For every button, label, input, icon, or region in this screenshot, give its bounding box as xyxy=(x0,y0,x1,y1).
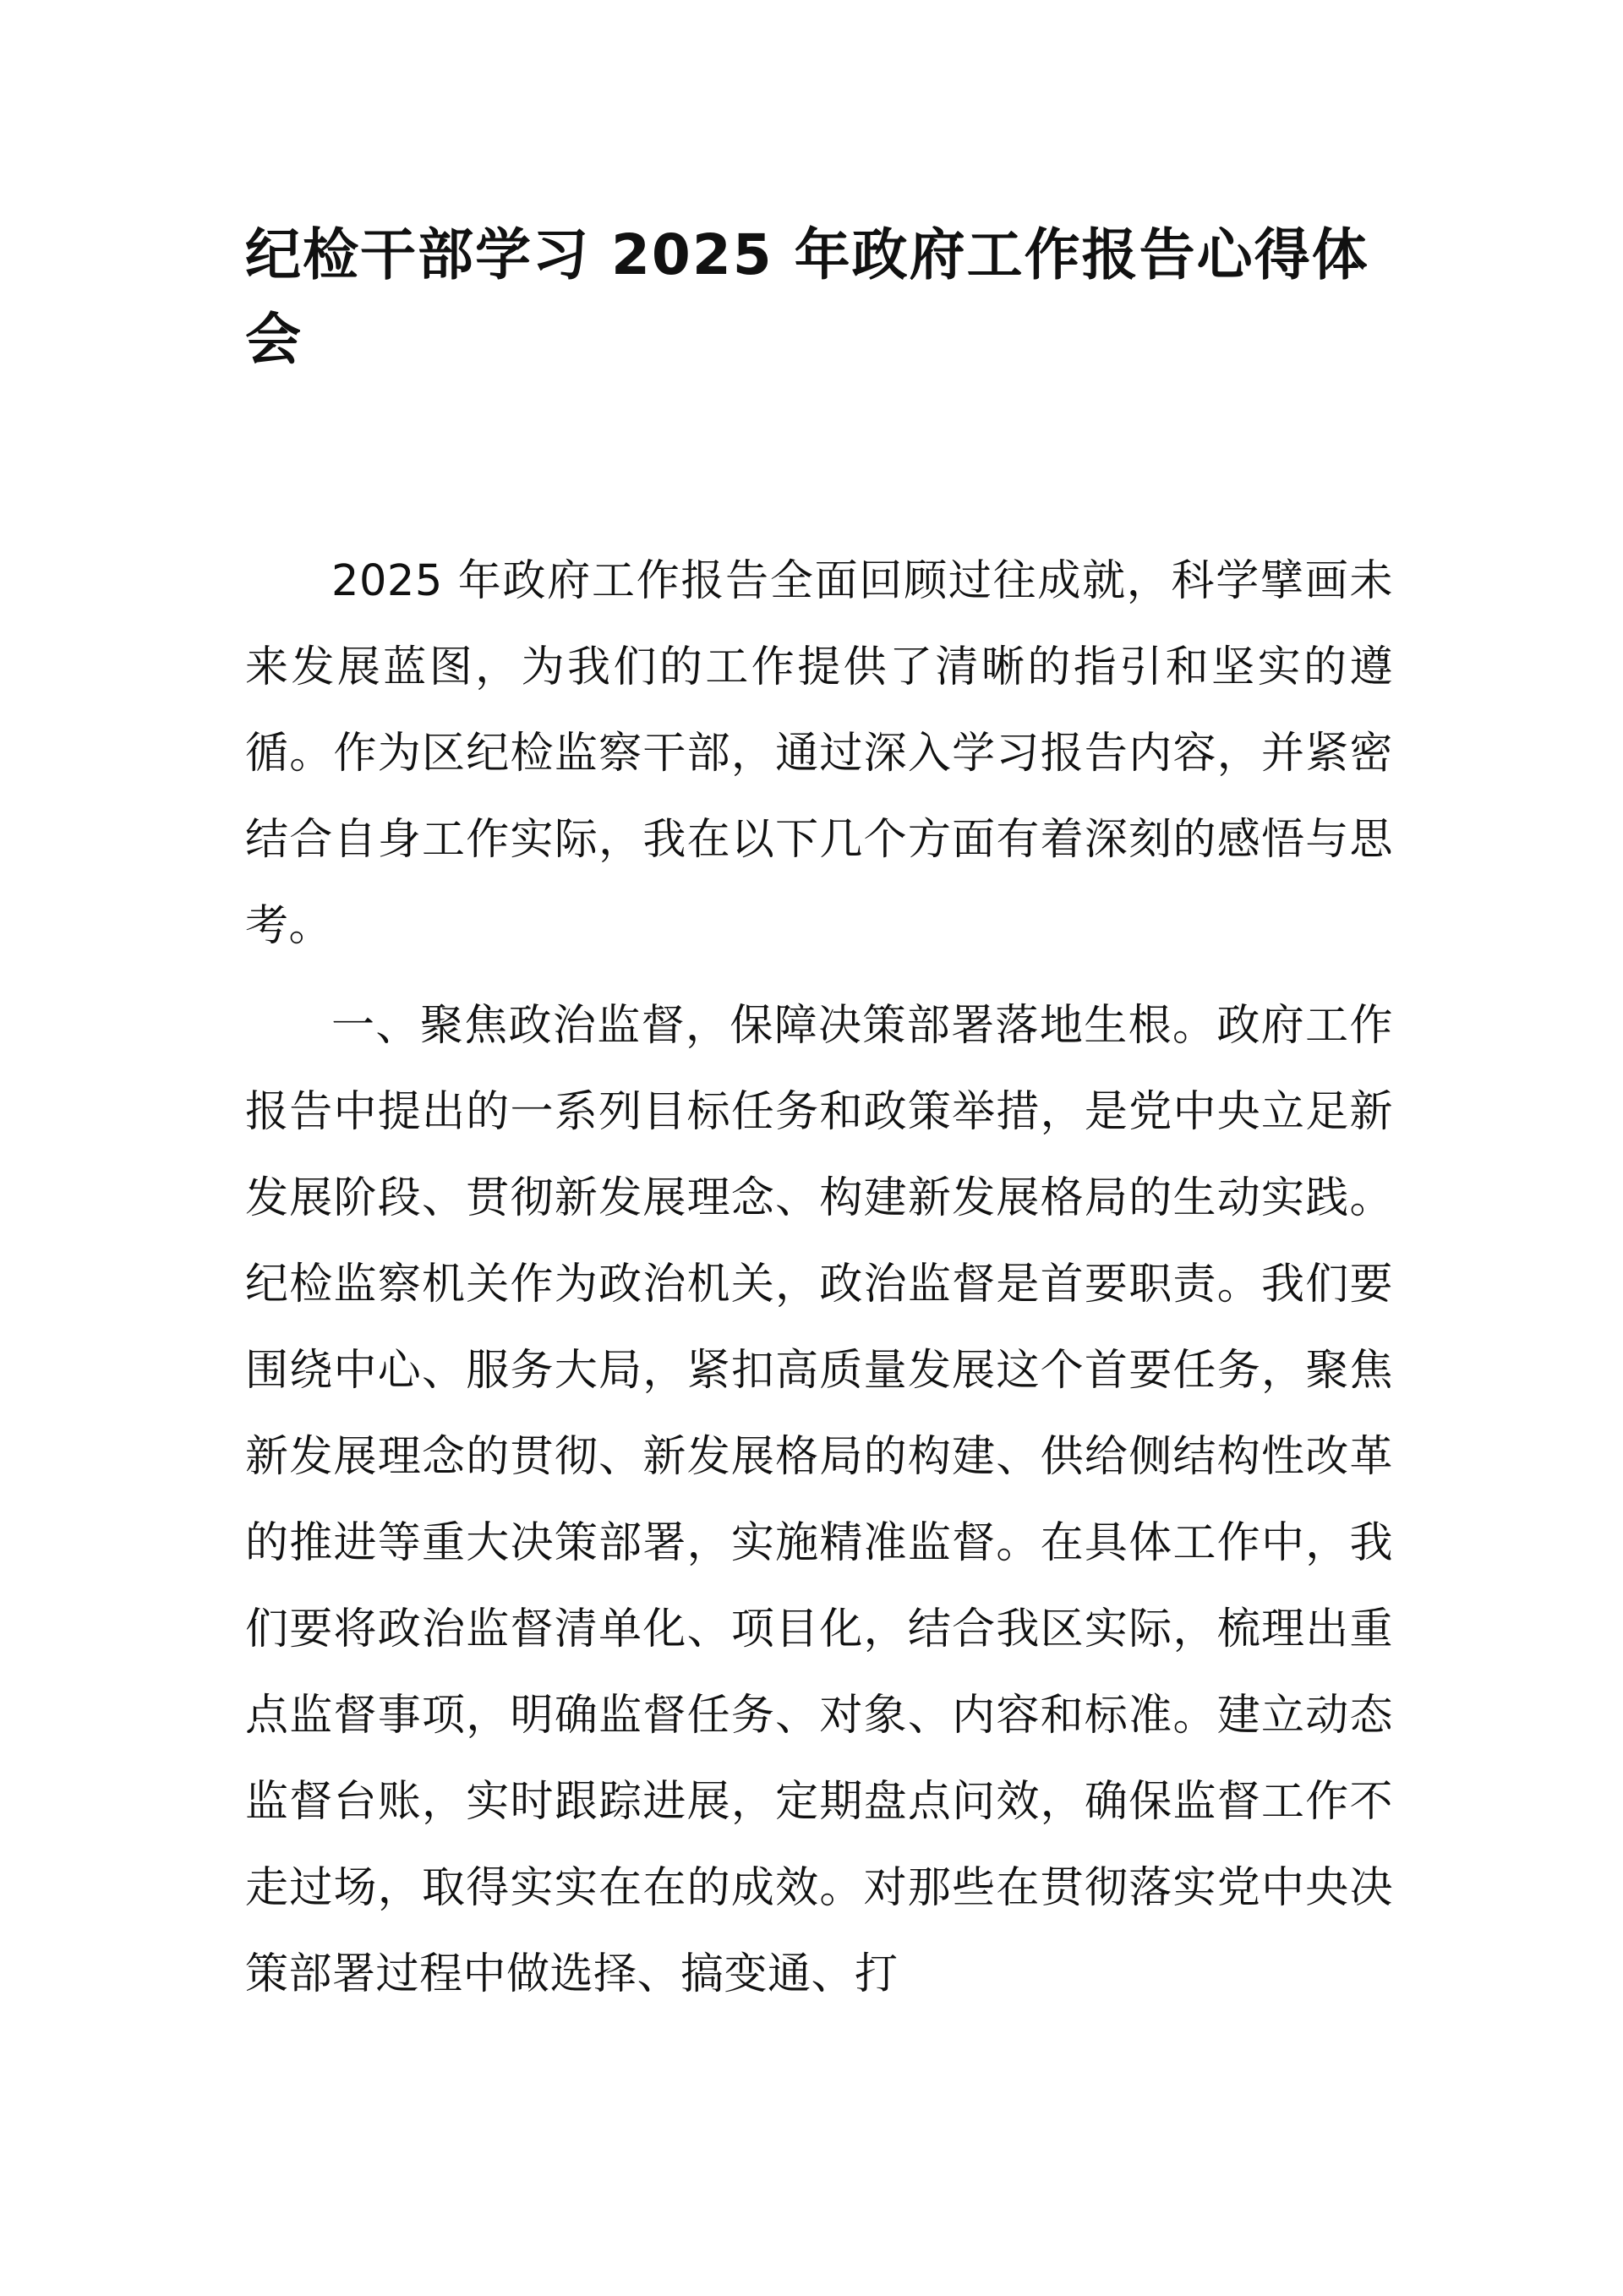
document-title: 纪检干部学习 2025 年政府工作报告心得体会 xyxy=(245,222,1369,372)
paragraph-intro: 2025 年政府工作报告全面回顾过往成就，科学擘画未来发展蓝图，为我们的工作提供了清晰的指引和坚实的遵循。作为区纪检监察干部，通过深入学习报告内容，并紧密结合自身工作实际，我在以下几个方面有着深刻的感悟与思考。 xyxy=(245,556,1393,951)
paragraph-section-1: 一、聚焦政治监督，保障决策部署落地生根。政府工作报告中提出的一系列目标任务和政策举措，是党中央立足新发展阶段、贯彻新发展理念、构建新发展格局的生动实践。纪检监察机关作为政治机关，政治监督是首要职责。我们要围绕中心、服务大局，紧扣高质量发展这个首要任务，聚焦新发展理念的贯彻、新发展格局的构建、供给侧结构性改革的推进等重大决策部署，实施精准监督。在具体工作中，我们要将政治监督清单化、项目化，结合我区实际，梳理出重点监督事项，明确监督任务、对象、内容和标准。建立动态监督台账，实时跟踪进展，定期盘点问效，确保监督工作不走过场，取得实实在在的成效。对那些在贯彻落实党中央决策部署过程中做选择、搞变通、打 xyxy=(245,1001,1393,1999)
